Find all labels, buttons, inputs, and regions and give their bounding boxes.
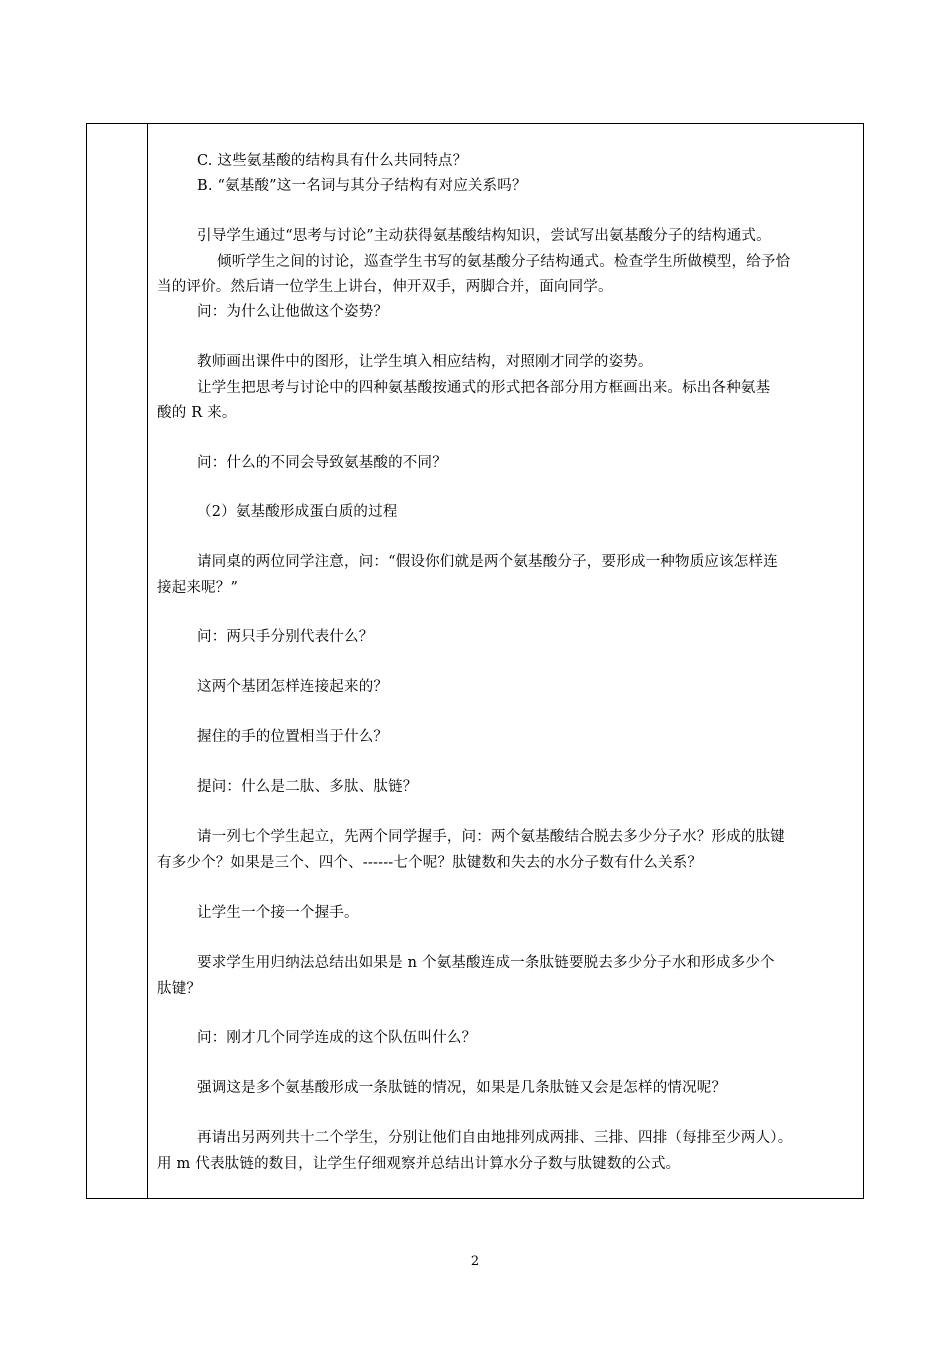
text-line: 提问：什么是二肽、多肽、肽链？: [197, 779, 418, 795]
text-line: 请同桌的两位同学注意，问：“假设你们就是两个氨基酸分子，要形成一种物质应该怎样连: [197, 554, 778, 570]
left-column-cell: [87, 124, 148, 1198]
text-line: 问：两只手分别代表什么？: [197, 629, 374, 645]
text-line: 问：刚才几个同学连成的这个队伍叫什么？: [197, 1030, 477, 1046]
text-line: 再请出另两列共十二个学生，分别让他们自由地排列成两排、三排、四排（每排至少两人）。: [197, 1130, 793, 1146]
section-heading: （2）氨基酸形成蛋白质的过程: [197, 504, 398, 520]
text-line: 接起来呢？”: [157, 580, 239, 596]
text-line: 要求学生用归纳法总结出如果是 n 个氨基酸连成一条肽链要脱去多少分子水和形成多少个: [197, 955, 775, 971]
text-line: 问：什么的不同会导致氨基酸的不同？: [197, 455, 447, 471]
text-line: 有多少个？如果是三个、四个、------七个呢？肽键数和失去的水分子数有什么关系？: [157, 855, 703, 871]
text-line: 用 m 代表肽链的数目，让学生仔细观察并总结出计算水分子数与肽键数的公式。: [157, 1156, 681, 1172]
text-line: 请一列七个学生起立，先两个同学握手，问：两个氨基酸结合脱去多少分子水？形成的肽键: [197, 829, 785, 845]
text-line: 强调这是多个氨基酸形成一条肽链的情况，如果是几条肽链又会是怎样的情况呢？: [197, 1080, 727, 1096]
text-line: 这两个基团怎样连接起来的？: [197, 679, 389, 695]
content-cell: [157, 124, 857, 1198]
page-number: 2: [470, 1254, 480, 1269]
text-line: 握住的手的位置相当于什么？: [197, 729, 389, 745]
text-line: 酸的 R 来。: [157, 405, 237, 421]
text-line: 教师画出课件中的图形，让学生填入相应结构，对照刚才同学的姿势。: [197, 354, 653, 370]
text-line: 倾听学生之间的讨论，巡查学生书写的氨基酸分子结构通式。检查学生所做模型，给予恰: [217, 254, 791, 270]
lesson-table: [86, 123, 864, 1199]
text-line: 让学生一个接一个握手。: [197, 905, 359, 921]
text-line: B. “氨基酸”这一名词与其分子结构有对应关系吗？: [197, 178, 527, 194]
text-line: 引导学生通过“思考与讨论”主动获得氨基酸结构知识，尝试写出氨基酸分子的结构通式。: [197, 228, 771, 244]
text-line: 肽键？: [157, 981, 202, 997]
text-line: 让学生把思考与讨论中的四种氨基酸按通式的形式把各部分用方框画出来。标出各种氨基: [197, 380, 771, 396]
text-line: 问：为什么让他做这个姿势？: [197, 304, 389, 320]
text-line: 当的评价。然后请一位学生上讲台，伸开双手，两脚合并，面向同学。: [157, 279, 613, 295]
text-line: C. 这些氨基酸的结构具有什么共同特点？: [197, 153, 468, 169]
